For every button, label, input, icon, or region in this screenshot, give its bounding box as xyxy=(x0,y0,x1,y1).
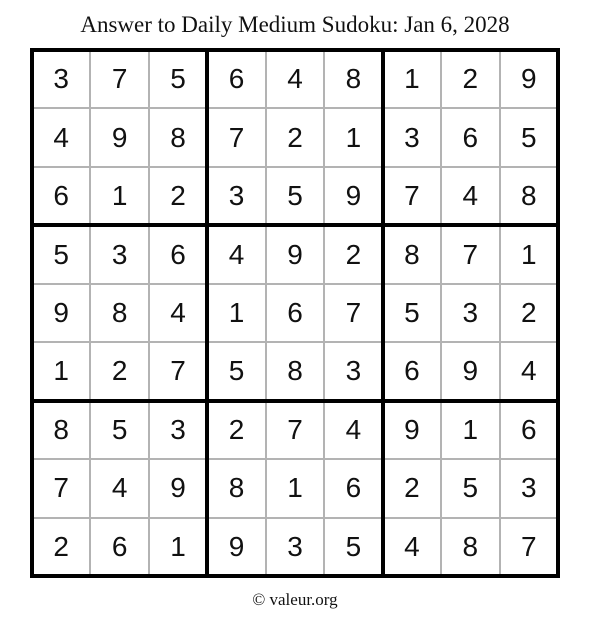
sudoku-cell-r7c9: 6 xyxy=(520,413,537,445)
thick-vertical-line xyxy=(205,48,209,578)
sudoku-cell-r9c4: 9 xyxy=(228,530,245,562)
sudoku-board xyxy=(30,48,560,578)
sudoku-cell-r3c8: 4 xyxy=(462,180,479,212)
sudoku-cell-r8c1: 7 xyxy=(53,472,69,504)
sudoku-cell-r4c4: 4 xyxy=(228,238,245,270)
sudoku-cell-r3c1: 6 xyxy=(53,180,69,212)
sudoku-cell-r5c7: 5 xyxy=(404,296,420,328)
thin-vertical-line xyxy=(89,48,91,578)
copyright-footer: © valeur.org xyxy=(252,590,338,609)
sudoku-cell-r8c4: 8 xyxy=(228,472,245,504)
sudoku-cell-r6c4: 5 xyxy=(228,355,245,387)
thick-vertical-line xyxy=(381,48,385,578)
sudoku-cell-r4c5: 9 xyxy=(287,238,303,270)
thin-horizontal-line xyxy=(30,107,560,109)
sudoku-cell-r4c3: 6 xyxy=(170,238,186,270)
sudoku-cell-r9c7: 4 xyxy=(404,530,420,562)
sudoku-cell-r3c6: 9 xyxy=(345,180,362,212)
sudoku-cell-r2c3: 8 xyxy=(170,121,186,153)
sudoku-cell-r5c8: 3 xyxy=(462,296,479,328)
sudoku-cell-r1c5: 4 xyxy=(287,63,303,95)
thin-vertical-line xyxy=(499,48,501,578)
thick-horizontal-line xyxy=(30,574,560,578)
thin-vertical-line xyxy=(323,48,325,578)
sudoku-cell-r4c6: 2 xyxy=(345,238,362,270)
sudoku-cell-r5c9: 2 xyxy=(520,296,537,328)
sudoku-cell-r4c8: 7 xyxy=(462,238,479,270)
sudoku-cell-r3c2: 1 xyxy=(111,180,128,212)
sudoku-cell-r3c3: 2 xyxy=(170,180,186,212)
sudoku-cell-r5c1: 9 xyxy=(53,296,69,328)
thick-horizontal-line xyxy=(30,48,560,52)
thin-horizontal-line xyxy=(30,166,560,168)
sudoku-cell-r3c4: 3 xyxy=(228,180,245,212)
sudoku-cell-r6c2: 2 xyxy=(111,355,128,387)
thick-vertical-line xyxy=(556,48,560,578)
sudoku-cell-r2c8: 6 xyxy=(462,121,479,153)
sudoku-cell-r5c2: 8 xyxy=(111,296,128,328)
sudoku-cell-r9c6: 5 xyxy=(345,530,362,562)
thick-horizontal-line xyxy=(30,399,560,403)
thin-horizontal-line xyxy=(30,458,560,460)
sudoku-cell-r7c5: 7 xyxy=(287,413,303,445)
sudoku-cell-r2c1: 4 xyxy=(53,121,69,153)
sudoku-cell-r8c7: 2 xyxy=(404,472,420,504)
sudoku-cell-r8c6: 6 xyxy=(345,472,362,504)
sudoku-cell-r1c7: 1 xyxy=(404,63,420,95)
sudoku-cell-r3c7: 7 xyxy=(404,180,420,212)
thin-horizontal-line xyxy=(30,341,560,343)
thin-vertical-line xyxy=(148,48,150,578)
sudoku-cell-r6c3: 7 xyxy=(170,355,186,387)
sudoku-cell-r4c9: 1 xyxy=(520,238,537,270)
sudoku-cell-r9c3: 1 xyxy=(170,530,186,562)
sudoku-cell-r4c2: 3 xyxy=(111,238,128,270)
sudoku-cell-r7c2: 5 xyxy=(111,413,128,445)
thin-horizontal-line xyxy=(30,283,560,285)
sudoku-cell-r8c8: 5 xyxy=(462,472,479,504)
thin-horizontal-line xyxy=(30,517,560,519)
sudoku-cell-r1c3: 5 xyxy=(170,63,186,95)
sudoku-cell-r2c6: 1 xyxy=(345,121,362,153)
sudoku-cell-r3c5: 5 xyxy=(287,180,303,212)
sudoku-cell-r8c9: 3 xyxy=(520,472,537,504)
sudoku-cell-r8c3: 9 xyxy=(170,472,186,504)
sudoku-cell-r2c5: 2 xyxy=(287,121,303,153)
sudoku-cell-r4c7: 8 xyxy=(404,238,420,270)
sudoku-cell-r9c1: 2 xyxy=(53,530,69,562)
sudoku-cell-r5c6: 7 xyxy=(345,296,362,328)
sudoku-cell-r1c2: 7 xyxy=(111,63,128,95)
sudoku-cell-r1c8: 2 xyxy=(462,63,479,95)
sudoku-cell-r9c9: 7 xyxy=(520,530,537,562)
sudoku-cell-r7c3: 3 xyxy=(170,413,186,445)
sudoku-cell-r7c7: 9 xyxy=(404,413,420,445)
sudoku-cell-r7c1: 8 xyxy=(53,413,69,445)
sudoku-cell-r6c8: 9 xyxy=(462,355,479,387)
sudoku-cell-r9c8: 8 xyxy=(462,530,479,562)
sudoku-cell-r1c6: 8 xyxy=(345,63,362,95)
sudoku-cell-r9c5: 3 xyxy=(287,530,303,562)
sudoku-cell-r1c9: 9 xyxy=(520,63,537,95)
sudoku-cell-r6c9: 4 xyxy=(520,355,537,387)
sudoku-cell-r8c5: 1 xyxy=(287,472,303,504)
sudoku-cell-r2c4: 7 xyxy=(228,121,245,153)
thick-vertical-line xyxy=(30,48,34,578)
sudoku-cell-r2c2: 9 xyxy=(111,121,128,153)
thin-vertical-line xyxy=(265,48,267,578)
sudoku-cell-r5c5: 6 xyxy=(287,296,303,328)
sudoku-cell-r4c1: 5 xyxy=(53,238,69,270)
sudoku-cell-r1c1: 3 xyxy=(53,63,69,95)
sudoku-cell-r8c2: 4 xyxy=(111,472,128,504)
sudoku-cell-r7c4: 2 xyxy=(228,413,245,445)
sudoku-cell-r6c1: 1 xyxy=(53,355,69,387)
sudoku-cell-r6c7: 6 xyxy=(404,355,420,387)
sudoku-cell-r2c9: 5 xyxy=(520,121,537,153)
sudoku-cell-r9c2: 6 xyxy=(111,530,128,562)
sudoku-cell-r2c7: 3 xyxy=(404,121,420,153)
page-title: Answer to Daily Medium Sudoku: Jan 6, 2028 xyxy=(80,12,510,37)
thick-horizontal-line xyxy=(30,223,560,227)
sudoku-cell-r3c9: 8 xyxy=(520,180,537,212)
sudoku-cell-r5c4: 1 xyxy=(228,296,245,328)
sudoku-cell-r7c6: 4 xyxy=(345,413,362,445)
thin-vertical-line xyxy=(440,48,442,578)
sudoku-cell-r1c4: 6 xyxy=(228,63,245,95)
sudoku-cell-r6c5: 8 xyxy=(287,355,303,387)
sudoku-cell-r5c3: 4 xyxy=(170,296,186,328)
sudoku-cell-r7c8: 1 xyxy=(462,413,479,445)
sudoku-cell-r6c6: 3 xyxy=(345,355,362,387)
